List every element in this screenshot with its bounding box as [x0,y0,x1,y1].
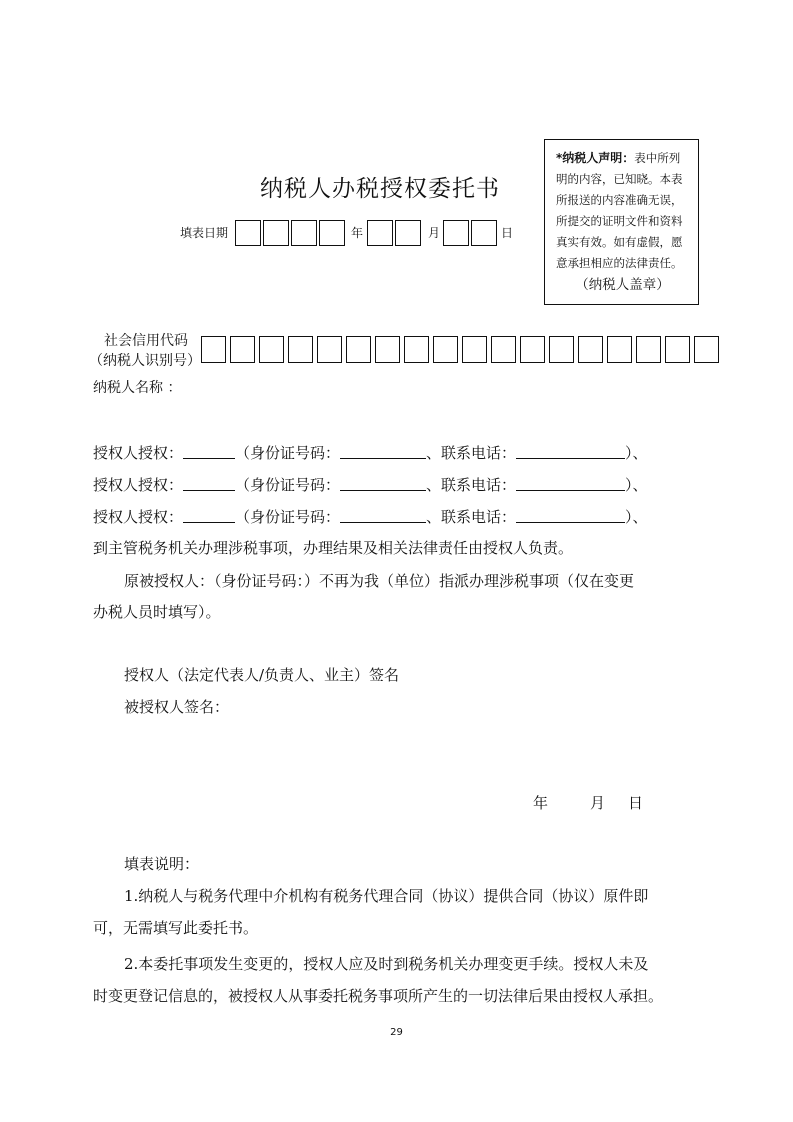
id-number-label: （身份证号码： [235,476,341,494]
day-digit-box-2[interactable] [471,220,497,246]
day-digit-box-1[interactable] [443,220,469,246]
month-digit-box-1[interactable] [367,220,393,246]
credit-code-box-5[interactable] [317,336,342,363]
grantee-signature-label: 被授权人签名： [124,698,230,716]
fill-date-label: 填表日期 [180,226,229,240]
credit-code-box-13[interactable] [549,336,574,363]
declaration-text-1: 表中所列 [634,151,681,165]
id-number-blank[interactable] [340,444,426,459]
year-digit-box-1[interactable] [235,220,261,246]
id-number-label: （身份证号码： [235,508,341,526]
phone-label: 、联系电话： [426,476,517,494]
grantor-label: 授权人授权： [93,476,184,494]
declaration-line-2: 明的内容，已知晓。本表 [556,172,683,186]
grantor-signature-label: 授权人（法定代表人/负责人、业主）签名 [124,666,400,684]
notes-heading: 填表说明： [124,855,200,873]
fill-date-year-label: 年 [351,226,364,240]
line-end: ）、 [625,444,648,462]
former-grantee-text-1: 原被授权人：（身份证号码：）不再为我（单位）指派办理涉税事项（仅在变更 [124,572,635,590]
year-digit-box-4[interactable] [319,220,345,246]
note-2-line-2: 时变更登记信息的，被授权人从事委托税务事项所产生的一切法律后果由授权人承担。 [93,987,664,1005]
grantor-label: 授权人授权： [93,444,184,462]
grantor-label: 授权人授权： [93,508,184,526]
declaration-line-5: 真实有效。如有虚假，愿 [556,235,683,249]
grantor-line-1 [93,442,648,463]
grantee-name-blank[interactable] [183,444,235,459]
declaration-heading: *纳税人声明： [556,151,635,165]
credit-code-box-1[interactable] [201,336,226,363]
form-title: 纳税人办税授权委托书 [260,176,500,202]
credit-code-label: 社会信用代码 [104,333,188,349]
credit-code-box-18[interactable] [694,336,719,363]
declaration-line-4: 所提交的证明文件和资料 [556,214,683,228]
declaration-line-1 [556,148,689,169]
fill-date-month-label: 月 [428,226,441,240]
page-number: 29 [390,1027,403,1038]
year-digit-box-3[interactable] [291,220,317,246]
phone-blank[interactable] [516,508,625,523]
responsibility-text: 到主管税务机关办理涉税事项，办理结果及相关法律责任由授权人负责。 [93,539,574,557]
fill-date-day-label: 日 [501,226,514,240]
declaration-line-3: 所报送的内容准确无误， [556,193,683,207]
credit-code-box-2[interactable] [230,336,255,363]
id-number-blank[interactable] [340,476,426,491]
credit-code-box-14[interactable] [578,336,603,363]
sign-date-year: 年 [533,794,549,812]
line-end: ）、 [625,476,648,494]
credit-code-box-9[interactable] [433,336,458,363]
credit-code-box-3[interactable] [259,336,284,363]
taxpayer-seal-label: （纳税人盖章） [575,277,670,293]
credit-code-box-15[interactable] [607,336,632,363]
note-2-line-1: 2.本委托事项发生变更的，授权人应及时到税务机关办理变更手续。授权人未及 [124,955,649,973]
phone-blank[interactable] [516,444,625,459]
declaration-line-6: 意承担相应的法律责任。 [556,256,683,270]
credit-code-box-16[interactable] [636,336,661,363]
grantee-name-blank[interactable] [183,476,235,491]
credit-code-box-12[interactable] [520,336,545,363]
sign-date-day: 日 [628,794,644,812]
sign-date-month: 月 [590,794,606,812]
month-digit-box-2[interactable] [395,220,421,246]
line-end: ）、 [625,508,648,526]
credit-code-box-10[interactable] [462,336,487,363]
taxpayer-name-label: 纳税人名称 ： [93,380,182,396]
phone-label: 、联系电话： [426,508,517,526]
note-1-line-2: 可，无需填写此委托书。 [93,919,259,937]
id-number-blank[interactable] [340,508,426,523]
year-digit-box-2[interactable] [263,220,289,246]
id-number-label: （身份证号码： [235,444,341,462]
phone-blank[interactable] [516,476,625,491]
credit-code-box-8[interactable] [404,336,429,363]
taxpayer-declaration-box [544,139,699,305]
note-1-line-1: 1.纳税人与税务代理中介机构有税务代理合同（协议）提供合同（协议）原件即 [124,887,649,905]
phone-label: 、联系电话： [426,444,517,462]
former-grantee-text-2: 办税人员时填写）。 [93,603,221,621]
taxpayer-id-label: （纳税人识别号） [89,353,201,369]
credit-code-boxes [201,336,731,363]
credit-code-box-17[interactable] [665,336,690,363]
grantee-name-blank[interactable] [183,508,235,523]
grantor-line-2 [93,474,648,495]
credit-code-box-11[interactable] [491,336,516,363]
grantor-line-3 [93,506,648,527]
credit-code-box-4[interactable] [288,336,313,363]
credit-code-box-7[interactable] [375,336,400,363]
credit-code-box-6[interactable] [346,336,371,363]
